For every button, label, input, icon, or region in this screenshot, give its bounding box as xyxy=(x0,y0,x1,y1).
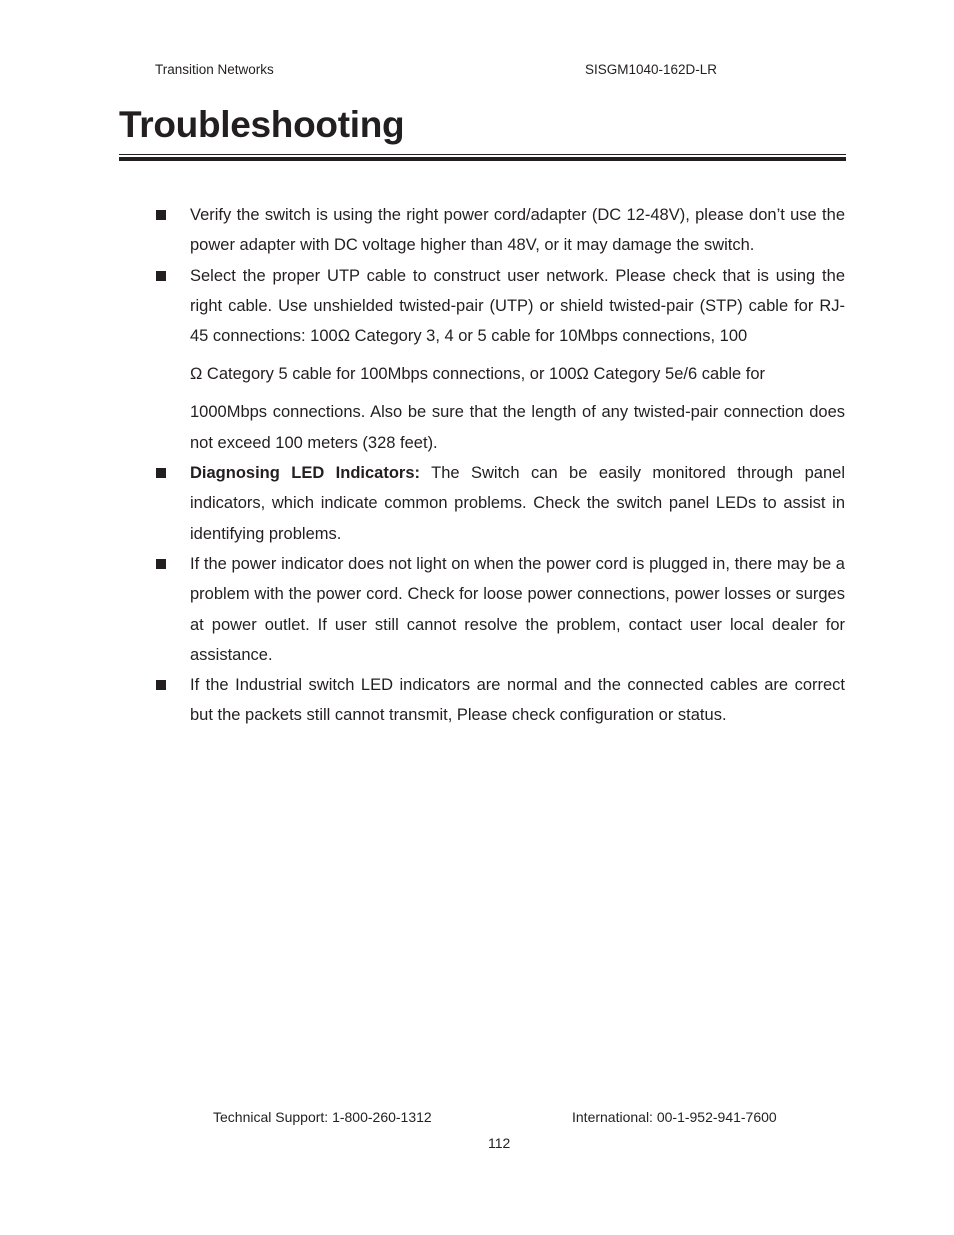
list-item xyxy=(155,261,845,458)
title-rule-thick xyxy=(119,157,846,161)
page-number: 112 xyxy=(488,1135,511,1151)
square-bullet-icon xyxy=(156,271,166,281)
list-item xyxy=(155,549,845,670)
page-title: Troubleshooting xyxy=(119,104,405,145)
footer-international: International: 00-1-952-941-7600 xyxy=(572,1109,777,1125)
square-bullet-icon xyxy=(156,210,166,220)
header-company: Transition Networks xyxy=(155,62,274,77)
item-bold-lead: Diagnosing LED Indicators: xyxy=(190,464,421,483)
item-text: If the power indicator does not light on when the power cord is plugged in, there may be a problem with the power cord. Check for loose power connections, power losses or surges at power outlet. If user still cannot resolve the problem, contact user local dealer for assistance. xyxy=(190,554,845,664)
square-bullet-icon xyxy=(156,680,166,690)
item-text: If the Industrial switch LED indicators are normal and the connected cables are correct but the packets still cannot transmit, Please check configuration or status. xyxy=(190,676,845,725)
list-item xyxy=(155,670,845,731)
item-text: Verify the switch is using the right power cord/adapter (DC 12-48V), please don’t use the power adapter with DC voltage higher than 48V, or it may damage the switch. xyxy=(190,206,845,255)
list-item xyxy=(155,458,845,549)
troubleshooting-list xyxy=(155,200,845,731)
header-model: SISGM1040-162D-LR xyxy=(585,62,718,77)
list-item xyxy=(155,200,845,261)
square-bullet-icon xyxy=(156,468,166,478)
footer-support: Technical Support: 1-800-260-1312 xyxy=(213,1109,432,1125)
title-rule-thin xyxy=(119,154,846,155)
item-text-part1: Select the proper UTP cable to construct user network. Please check that is using the right cable. Use unshielded twisted-pair (UTP) or shield twisted-pair (STP) cable for RJ-45 connections: 100Ω Category 3, 4 or 5 cable for 10Mbps connections, 100 xyxy=(190,266,845,346)
item-text-part3: 1000Mbps connections. Also be sure that the length of any twisted-pair connection does not exceed 100 meters (328 feet). xyxy=(190,403,845,452)
square-bullet-icon xyxy=(156,559,166,569)
item-text: The Switch can be easily monitored through panel indicators, which indicate common problems. Check the switch panel LEDs to assist in identifying problems. xyxy=(190,464,845,543)
item-text-part2: Ω Category 5 cable for 100Mbps connections, or 100Ω Category 5e/6 cable for xyxy=(190,365,765,384)
